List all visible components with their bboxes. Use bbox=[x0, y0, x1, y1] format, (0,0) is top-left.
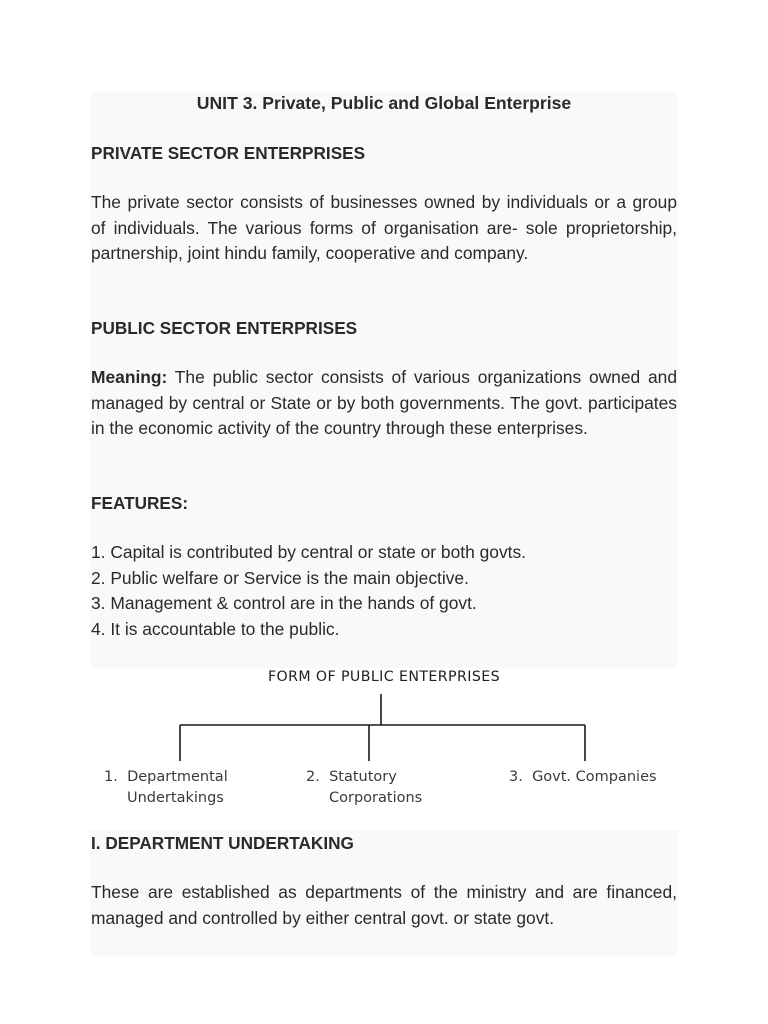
public-sector-heading: PUBLIC SECTOR ENTERPRISES bbox=[91, 318, 358, 338]
diagram-title: FORM OF PUBLIC ENTERPRISES bbox=[268, 669, 500, 685]
department-undertaking-heading: I. DEPARTMENT UNDERTAKING bbox=[91, 833, 354, 853]
branch-1-label bbox=[104, 767, 228, 809]
branch-2-line1: Statutory bbox=[329, 769, 397, 785]
feature-item: 1. Capital is contributed by central or state or both govts. bbox=[91, 542, 526, 562]
meaning-text: The public sector consists of various organizations owned and managed by central or State or by both governments. The govt. participates in the economic activity of the country through these enterprises. bbox=[91, 367, 677, 439]
features-list bbox=[91, 540, 677, 642]
branch-1-number: 1. bbox=[104, 769, 118, 785]
branch-3-line1: Govt. Companies bbox=[532, 769, 657, 785]
public-sector-meaning-paragraph bbox=[91, 365, 677, 442]
branch-2-line2: Corporations bbox=[329, 790, 423, 806]
public-enterprise-forms-diagram bbox=[90, 668, 678, 828]
branch-3-number: 3. bbox=[509, 769, 523, 785]
branch-2-number: 2. bbox=[306, 769, 320, 785]
branch-3-label bbox=[509, 767, 657, 788]
meaning-label: Meaning: bbox=[91, 367, 168, 387]
feature-item: 3. Management & control are in the hands of govt. bbox=[91, 593, 477, 614]
document-title: UNIT 3. Private, Public and Global Enterprise bbox=[196, 93, 572, 113]
features-heading: FEATURES: bbox=[91, 493, 189, 513]
private-sector-heading: PRIVATE SECTOR ENTERPRISES bbox=[91, 143, 366, 163]
branch-1-line2: Undertakings bbox=[127, 790, 224, 806]
feature-item: 4. It is accountable to the public. bbox=[91, 618, 340, 639]
department-undertaking-paragraph: These are established as departments of the ministry and are financed, managed and controlled by either central govt. or state govt. bbox=[91, 882, 677, 928]
feature-item: 2. Public welfare or Service is the main objective. bbox=[91, 567, 469, 588]
branch-2-label bbox=[306, 767, 422, 809]
private-sector-paragraph: The private sector consists of businesses owned by individuals or a group of individuals. The various forms of organisation are- sole proprietorship, partnership, joint hindu family, cooperative and company. bbox=[91, 192, 677, 264]
branch-1-line1: Departmental bbox=[127, 769, 228, 785]
